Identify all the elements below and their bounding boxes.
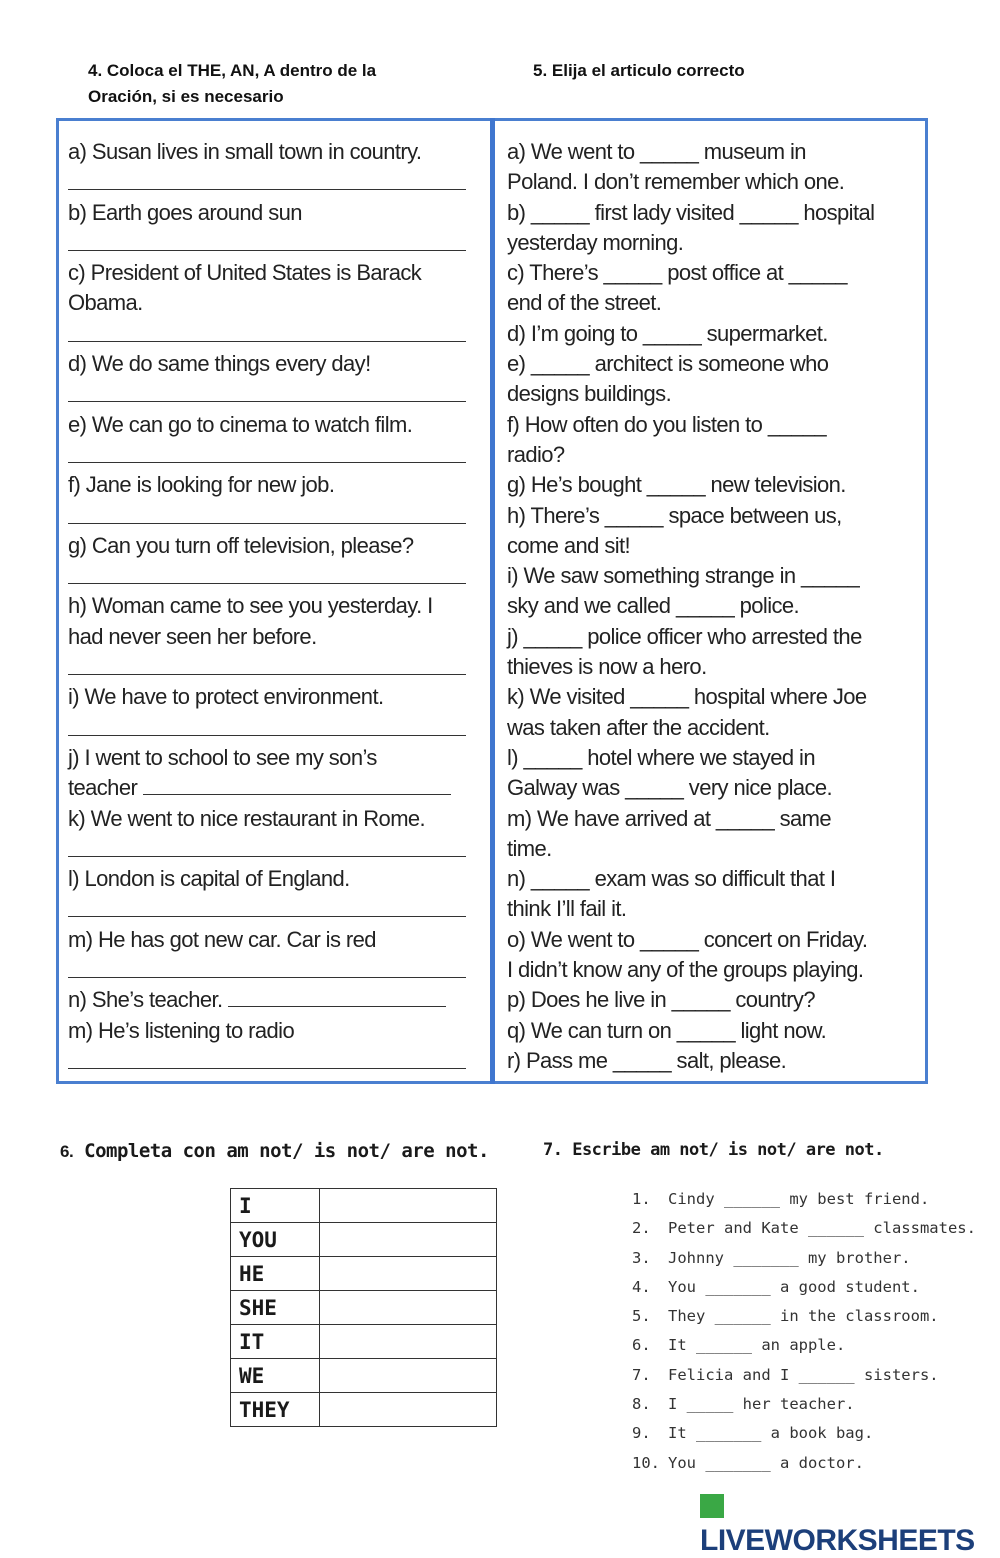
list-item — [632, 1190, 976, 1219]
item: m) He has got new car. Car is red — [68, 926, 376, 952]
item-text: Peter and Kate ______ classmates. — [668, 1219, 976, 1238]
pronoun-cell: IT — [231, 1325, 320, 1359]
section6-heading-text: Completa con am not/ is not/ are not. — [84, 1140, 489, 1162]
item-text: You _______ a doctor. — [668, 1453, 864, 1472]
item: j) _____ police officer who arrested the — [507, 623, 862, 649]
item: h) There’s _____ space between us, — [507, 502, 842, 528]
pronoun-cell: SHE — [231, 1291, 320, 1325]
item-with-blank — [68, 985, 478, 1015]
item: b) _____ first lady visited _____ hospital — [507, 199, 875, 225]
list-item — [632, 1249, 976, 1278]
answer-line[interactable] — [68, 834, 478, 864]
item-number: 2. — [632, 1219, 651, 1238]
answer-cell[interactable] — [320, 1393, 497, 1427]
item: e) We can go to cinema to watch film. — [68, 411, 413, 437]
item-number: 1. — [632, 1190, 651, 1208]
pronoun-cell: YOU — [231, 1223, 320, 1257]
item: thieves is now a hero. — [507, 654, 707, 680]
answer-line[interactable] — [68, 652, 478, 682]
answer-line[interactable] — [68, 955, 478, 985]
answer-line[interactable] — [68, 228, 478, 258]
item: l) London is capital of England. — [68, 866, 350, 892]
list-item — [632, 1219, 976, 1248]
table-row — [231, 1359, 497, 1393]
item: c) President of United States is Barack — [68, 260, 422, 286]
answer-line[interactable] — [68, 561, 478, 591]
item: think I’ll fail it. — [507, 896, 627, 922]
item: radio? — [507, 441, 565, 467]
logo-text: LIVEWORKSHEETS — [700, 1524, 975, 1557]
item-number: 7. — [632, 1365, 651, 1384]
item: Galway was _____ very nice place. — [507, 775, 833, 801]
answer-line[interactable] — [68, 501, 478, 531]
answer-cell[interactable] — [320, 1257, 497, 1291]
item: i) We have to protect environment. — [68, 684, 384, 710]
item: g) Can you turn off television, please? — [68, 532, 414, 558]
item-with-blank — [68, 773, 478, 803]
item-text: It ______ an apple. — [668, 1336, 846, 1355]
item-text: Cindy ______ my best friend. — [668, 1190, 930, 1208]
answer-cell[interactable] — [320, 1359, 497, 1393]
item: was taken after the accident. — [507, 714, 770, 740]
section4-column — [68, 137, 478, 1076]
item: e) _____ architect is someone who — [507, 351, 829, 377]
answer-blank[interactable] — [143, 774, 451, 795]
pronoun-cell: I — [231, 1189, 320, 1223]
item: Poland. I don’t remember which one. — [507, 169, 845, 195]
table-row — [231, 1291, 497, 1325]
answer-line[interactable] — [68, 167, 478, 197]
section4-heading-line1: 4. Coloca el THE, AN, A dentro de la — [88, 61, 377, 80]
table-row — [231, 1189, 497, 1223]
item: a) We went to _____ museum in — [507, 139, 806, 164]
item: n) _____ exam was so difficult that I — [507, 866, 836, 892]
pronoun-cell: WE — [231, 1359, 320, 1393]
section7-list — [632, 1190, 976, 1483]
item: k) We went to nice restaurant in Rome. — [68, 805, 426, 831]
table-row — [231, 1393, 497, 1427]
item-number: 5. — [632, 1307, 651, 1326]
item: c) There’s _____ post office at _____ — [507, 260, 847, 286]
item: b) Earth goes around sun — [68, 199, 302, 225]
answer-cell[interactable] — [320, 1189, 497, 1223]
item: f) How often do you listen to _____ — [507, 411, 826, 437]
liveworksheets-logo — [700, 1490, 1000, 1558]
item-number: 10. — [632, 1453, 660, 1472]
table-row — [231, 1257, 497, 1291]
list-item — [632, 1395, 976, 1424]
item: d) We do same things every day! — [68, 351, 371, 377]
list-item — [632, 1424, 976, 1453]
section4-heading-line2: Oración, si es necesario — [88, 87, 284, 106]
item: d) I’m going to _____ supermarket. — [507, 320, 828, 346]
answer-line[interactable] — [68, 319, 478, 349]
table-row — [231, 1325, 497, 1359]
item-text: Johnny _______ my brother. — [668, 1248, 911, 1267]
item: f) Jane is looking for new job. — [68, 472, 335, 498]
item: a) Susan lives in small town in country. — [68, 139, 422, 164]
item: h) Woman came to see you yesterday. I — [68, 593, 433, 619]
item-text: I _____ her teacher. — [668, 1395, 855, 1414]
section6-number: 6. — [60, 1142, 74, 1161]
column-divider — [490, 118, 495, 1084]
item: o) We went to _____ concert on Friday. — [507, 926, 868, 952]
item-number: 4. — [632, 1277, 651, 1296]
answer-blank[interactable] — [228, 986, 446, 1007]
item: p) Does he live in _____ country? — [507, 987, 815, 1013]
list-item — [632, 1454, 976, 1483]
item: had never seen her before. — [68, 623, 317, 649]
item: designs buildings. — [507, 381, 672, 407]
section6-heading — [60, 1140, 489, 1162]
item: m) He’s listening to radio — [68, 1017, 295, 1043]
item: time. — [507, 835, 552, 861]
list-item — [632, 1278, 976, 1307]
pronoun-table — [230, 1188, 497, 1427]
list-item — [632, 1366, 976, 1395]
list-item — [632, 1307, 976, 1336]
section7-heading: 7. Escribe am not/ is not/ are not. — [543, 1140, 884, 1160]
item: j) I went to school to see my son’s — [68, 744, 377, 770]
item: k) We visited _____ hospital where Joe — [507, 684, 867, 710]
item: yesterday morning. — [507, 229, 684, 255]
item-number: 6. — [632, 1336, 651, 1355]
item: end of the street. — [507, 290, 662, 316]
answer-line[interactable] — [68, 894, 478, 924]
answer-cell[interactable] — [320, 1223, 497, 1257]
list-item — [632, 1336, 976, 1365]
answer-line[interactable] — [68, 713, 478, 743]
item: g) He’s bought _____ new television. — [507, 472, 846, 498]
item: come and sit! — [507, 532, 631, 558]
item-text: n) She’s teacher. — [68, 987, 223, 1013]
item-text: teacher — [68, 775, 138, 801]
table-row — [231, 1223, 497, 1257]
pronoun-cell: HE — [231, 1257, 320, 1291]
answer-line[interactable] — [68, 1046, 478, 1076]
item-number: 8. — [632, 1395, 651, 1414]
answer-cell[interactable] — [320, 1291, 497, 1325]
item: m) We have arrived at _____ same — [507, 805, 832, 831]
answer-line[interactable] — [68, 440, 478, 470]
item-text: Felicia and I ______ sisters. — [668, 1365, 939, 1384]
answer-line[interactable] — [68, 379, 478, 409]
item: i) We saw something strange in _____ — [507, 563, 860, 589]
item: l) _____ hotel where we stayed in — [507, 744, 815, 770]
item-text: You _______ a good student. — [668, 1277, 920, 1296]
answer-cell[interactable] — [320, 1325, 497, 1359]
item: I didn’t know any of the groups playing. — [507, 957, 864, 983]
item: q) We can turn on _____ light now. — [507, 1017, 827, 1043]
section5-heading: 5. Elija el articulo correcto — [533, 61, 745, 80]
item: r) Pass me _____ salt, please. — [507, 1047, 787, 1073]
logo-icon — [700, 1494, 724, 1518]
item-number: 3. — [632, 1248, 651, 1267]
section4-heading — [88, 58, 468, 110]
item-number: 9. — [632, 1424, 651, 1443]
item-text: It _______ a book bag. — [668, 1424, 874, 1443]
item: sky and we called _____ police. — [507, 593, 800, 619]
pronoun-cell: THEY — [231, 1393, 320, 1427]
section5-column — [507, 137, 922, 1076]
item: Obama. — [68, 290, 143, 316]
item-text: They ______ in the classroom. — [668, 1307, 939, 1326]
